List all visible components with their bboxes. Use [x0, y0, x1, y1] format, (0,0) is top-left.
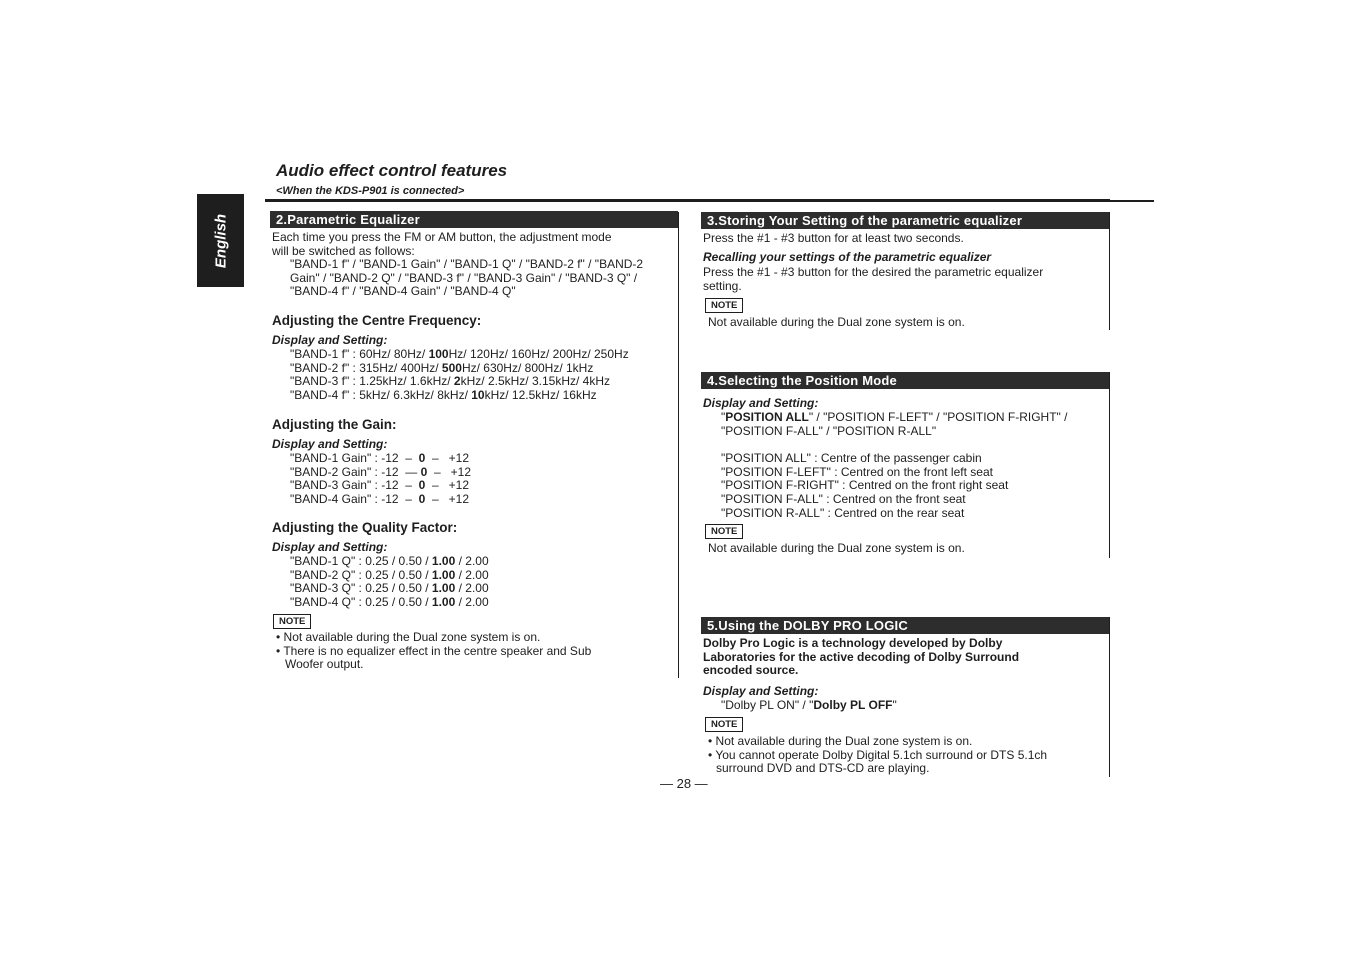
- note-item: • Not available during the Dual zone system is on.: [708, 734, 973, 748]
- dolby-intro: [703, 637, 1019, 678]
- quality-heading: Adjusting the Quality Factor:: [272, 520, 458, 535]
- gain-row: "BAND-1 Gain" : -12 – 0 – +12: [290, 451, 470, 465]
- store-note: Not available during the Dual zone system is on.: [708, 315, 965, 329]
- page-title: Audio effect control features: [276, 161, 508, 180]
- section4-right-border: [1109, 372, 1110, 558]
- freq-display-label: Display and Setting:: [272, 333, 388, 347]
- freq-heading: Adjusting the Centre Frequency:: [272, 313, 482, 328]
- eq-mode-sequence: [290, 258, 643, 299]
- note-badge: NOTE: [705, 524, 743, 539]
- freq-rows: [290, 348, 629, 403]
- sequence-line: Gain" / "BAND-2 Q" / "BAND-3 f" / "BAND-3 Gain" / "BAND-3 Q" /: [290, 270, 638, 285]
- language-tab: [197, 194, 244, 287]
- position-display-label: Display and Setting:: [703, 396, 819, 410]
- position-options-line: "POSITION F-ALL" / "POSITION R-ALL": [721, 423, 937, 438]
- quality-display-label: Display and Setting:: [272, 540, 388, 554]
- position-options: [721, 411, 1067, 438]
- section-dolby-heading: 5.Using the DOLBY PRO LOGIC: [701, 617, 1110, 634]
- quality-row: "BAND-2 Q" : 0.25 / 0.50 / 1.00 / 2.00: [290, 567, 489, 582]
- gain-row: "BAND-3 Gain" : -12 – 0 – +12: [290, 478, 470, 493]
- eq-intro-line: will be switched as follows:: [272, 243, 415, 258]
- quality-row: "BAND-1 Q" : 0.25 / 0.50 / 1.00 / 2.00: [290, 554, 489, 568]
- left-column-divider: [678, 212, 679, 678]
- position-description: "POSITION ALL" : Centre of the passenger cabin: [721, 451, 982, 465]
- freq-row: "BAND-2 f" : 315Hz/ 400Hz/ 500Hz/ 630Hz/ 800Hz/ 1kHz: [290, 360, 594, 375]
- dolby-intro-line: Laboratories for the active decoding of Dolby Surround: [703, 649, 1020, 664]
- position-descriptions: [721, 452, 1008, 521]
- note-item: • Not available during the Dual zone system is on.: [276, 630, 541, 644]
- section3-right-border: [1109, 212, 1110, 330]
- page-number: — 28 —: [660, 776, 708, 791]
- section5-right-border: [1109, 617, 1110, 777]
- gain-heading: Adjusting the Gain:: [272, 417, 397, 432]
- recall-line: setting.: [703, 278, 742, 293]
- dolby-display-label: Display and Setting:: [703, 684, 819, 698]
- sequence-line: "BAND-4 f" / "BAND-4 Gain" / "BAND-4 Q": [290, 284, 516, 299]
- gain-row: "BAND-2 Gain" : -12 — 0 – +12: [290, 464, 471, 479]
- store-text: Press the #1 - #3 button for at least two seconds.: [703, 231, 964, 245]
- freq-row: "BAND-3 f" : 1.25kHz/ 1.6kHz/ 2kHz/ 2.5kHz/ 3.15kHz/ 4kHz: [290, 374, 610, 389]
- language-label: English: [212, 213, 229, 268]
- note-badge: NOTE: [705, 717, 743, 732]
- gain-row: "BAND-4 Gain" : -12 – 0 – +12: [290, 492, 470, 507]
- position-description: "POSITION F-LEFT" : Centred on the front left seat: [721, 464, 993, 479]
- recall-line: Press the #1 - #3 button for the desired the parametric equalizer: [703, 265, 1044, 279]
- section-position-heading: 4.Selecting the Position Mode: [701, 372, 1110, 389]
- section-storing-heading: 3.Storing Your Setting of the parametric equalizer: [701, 212, 1110, 229]
- position-description: "POSITION F-RIGHT" : Centred on the front right seat: [721, 478, 1009, 493]
- note-item: • You cannot operate Dolby Digital 5.1ch surround or DTS 5.1ch: [708, 747, 1048, 762]
- recall-heading: Recalling your settings of the parametric equalizer: [703, 250, 992, 264]
- note-badge: NOTE: [705, 298, 743, 313]
- gain-display-label: Display and Setting:: [272, 437, 388, 451]
- dolby-setting: "Dolby PL ON" / "Dolby PL OFF": [721, 698, 897, 712]
- sequence-line: "BAND-1 f" / "BAND-1 Gain" / "BAND-1 Q" / "BAND-2 f" / "BAND-2: [290, 257, 644, 271]
- note-badge: NOTE: [273, 614, 311, 629]
- page-subtitle: <When the KDS-P901 is connected>: [276, 185, 465, 197]
- quality-row: "BAND-3 Q" : 0.25 / 0.50 / 1.00 / 2.00: [290, 581, 489, 596]
- header-rule: [265, 199, 1110, 202]
- dolby-notes: [708, 735, 1047, 776]
- dolby-intro-line: Dolby Pro Logic is a technology developed by Dolby: [703, 636, 1003, 650]
- note-item: • There is no equalizer effect in the centre speaker and Sub: [276, 643, 592, 658]
- recall-text: [703, 266, 1043, 293]
- eq-intro-line: Each time you press the FM or AM button, the adjustment mode: [272, 230, 612, 244]
- dolby-intro-line: encoded source.: [703, 663, 799, 678]
- header-rule-end: [1108, 200, 1154, 202]
- note-item: Woofer output.: [285, 657, 364, 672]
- freq-row: "BAND-1 f" : 60Hz/ 80Hz/ 100Hz/ 120Hz/ 160Hz/ 200Hz/ 250Hz: [290, 347, 629, 361]
- note-item: surround DVD and DTS-CD are playing.: [716, 761, 930, 776]
- quality-rows: [290, 555, 489, 610]
- eq-notes: [276, 631, 591, 672]
- position-description: "POSITION F-ALL" : Centred on the front seat: [721, 492, 966, 507]
- freq-row: "BAND-4 f" : 5kHz/ 6.3kHz/ 8kHz/ 10kHz/ 12.5kHz/ 16kHz: [290, 388, 597, 403]
- section-parametric-equalizer-heading: 2.Parametric Equalizer: [270, 211, 678, 228]
- quality-row: "BAND-4 Q" : 0.25 / 0.50 / 1.00 / 2.00: [290, 595, 489, 610]
- position-note: Not available during the Dual zone system is on.: [708, 541, 965, 555]
- eq-intro: [272, 231, 612, 258]
- position-options-line: "POSITION ALL" / "POSITION F-LEFT" / "POSITION F-RIGHT" /: [721, 410, 1068, 424]
- gain-rows: [290, 452, 471, 507]
- position-description: "POSITION R-ALL" : Centred on the rear seat: [721, 505, 965, 520]
